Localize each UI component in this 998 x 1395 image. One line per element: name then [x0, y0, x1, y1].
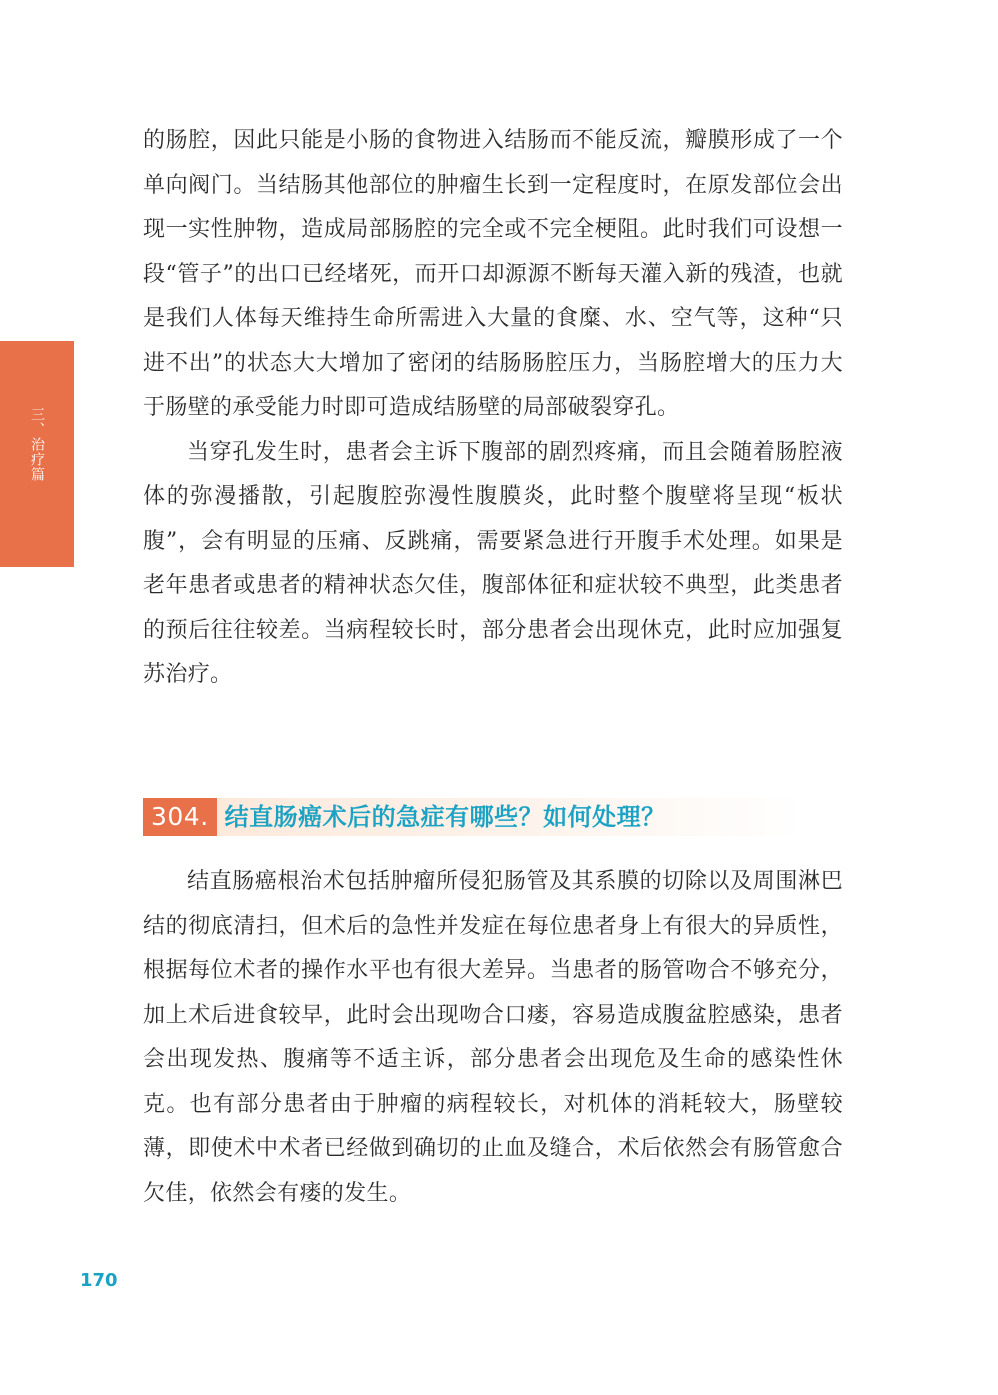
page-number: 170 [80, 1270, 118, 1291]
paragraph-perforation: 当穿孔发生时，患者会主诉下腹部的剧烈疼痛，而且会随着肠腔液体的弥漫播散，引起腹腔弥漫性腹膜炎，此时整个腹壁将呈现“板状腹”，会有明显的压痛、反跳痛，需要紧急进行开腹手术处理。如果是老年患者或患者的精神状态欠佳，腹部体征和症状较不典型，此类患者的预后往往较差。当病程较长时，部分患者会出现休克，此时应加强复苏治疗。 [143, 439, 843, 687]
section-title: 结直肠癌术后的急症有哪些？如何处理？ [224, 803, 666, 831]
chapter-side-tab [0, 341, 74, 567]
chapter-side-tab-label: 三、治疗篇 [29, 406, 45, 482]
section-1-body [143, 119, 843, 698]
paragraph-continued: 的肠腔，因此只能是小肠的食物进入结肠而不能反流，瓣膜形成了一个单向阀门。当结肠其他部位的肿瘤生长到一定程度时，在原发部位会出现一实性肿物，造成局部肠腔的完全或不完全梗阻。此时我们可设想一段“管子”的出口已经堵死，而开口却源源不断每天灌入新的残渣，也就是我们人体每天维持生命所需进入大量的食糜、水、空气等，这种“只进不出”的状态大大增加了密闭的结肠肠腔压力，当肠腔增大的压力大于肠壁的承受能力时即可造成结肠壁的局部破裂穿孔。 [143, 128, 843, 420]
section-2-body [143, 860, 843, 1216]
section-number: 304. [143, 798, 217, 836]
section-heading [143, 798, 803, 836]
paragraph-postoperative: 结直肠癌根治术包括肿瘤所侵犯肠管及其系膜的切除以及周围淋巴结的彻底清扫，但术后的急性并发症在每位患者身上有很大的异质性，根据每位术者的操作水平也有很大差异。当患者的肠管吻合不够充分，加上术后进食较早，此时会出现吻合口瘘，容易造成腹盆腔感染，患者会出现发热、腹痛等不适主诉，部分患者会出现危及生命的感染性休克。也有部分患者由于肿瘤的病程较长，对机体的消耗较大，肠壁较薄，即使术中术者已经做到确切的止血及缝合，术后依然会有肠管愈合欠佳，依然会有瘘的发生。 [143, 869, 843, 1206]
